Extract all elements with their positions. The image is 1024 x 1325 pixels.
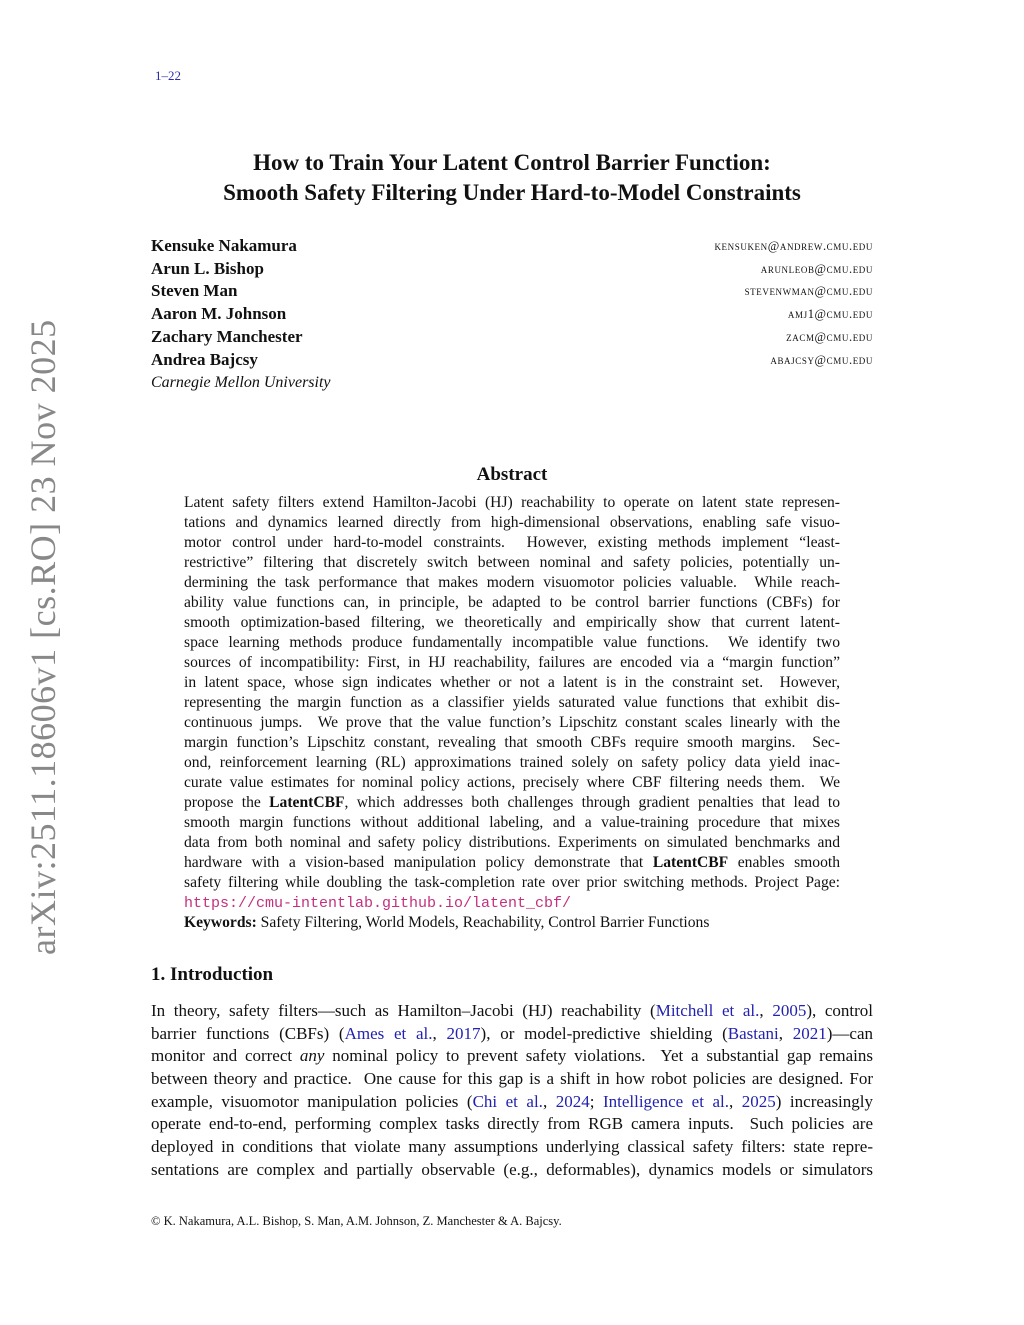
text-segment: ond, reinforcement learning (RL) approximations trained solely on safety policy data yield inac- — [184, 754, 840, 771]
text-line — [184, 893, 840, 913]
text-segment: , — [778, 1023, 793, 1043]
author-name: Kensuke Nakamura — [151, 236, 297, 255]
paper-title — [0, 148, 1024, 208]
author-email: zacm@cmu.edu — [786, 330, 873, 344]
text-segment: sources of incompatibility: First, in HJ reachability, failures are encoded via a “margin function” — [184, 654, 840, 671]
bold-text: LatentCBF — [652, 854, 729, 871]
text-segment: In theory, safety filters—such as Hamilton–Jacobi (HJ) reachability ( — [151, 1001, 656, 1020]
bold-text: Keywords: — [184, 914, 257, 931]
text-line — [184, 733, 840, 753]
text-line — [151, 1000, 873, 1023]
text-segment: , — [542, 1091, 556, 1111]
text-line — [184, 633, 840, 653]
author-email: kensuken@andrew.cmu.edu — [714, 239, 873, 253]
text-line — [184, 793, 840, 813]
citation-link[interactable]: Bastani — [727, 1023, 779, 1043]
text-line — [184, 753, 840, 773]
text-segment: data from both nominal and safety policy distributions. Experiments on simulated benchmarks and — [184, 834, 840, 851]
text-segment: between theory and practice. One cause for this gap is a shift in how robot policies are designed. For — [151, 1069, 873, 1089]
text-segment: any — [299, 1046, 325, 1066]
text-line — [151, 1091, 873, 1114]
text-segment: hardware with a vision-based manipulation policy demonstrate that — [184, 854, 653, 871]
text-line — [184, 613, 840, 633]
text-line — [184, 833, 840, 853]
text-segment: representing the margin function as a classifier yields saturated value functions that exhibit dis- — [184, 694, 840, 711]
citation-link[interactable]: 2025 — [741, 1091, 776, 1111]
text-segment: , — [432, 1023, 447, 1043]
text-segment: dermining the task performance that makes modern visuomotor policies valuable. While reach- — [184, 574, 840, 591]
text-segment: ; — [589, 1091, 603, 1111]
title-line-2: Smooth Safety Filtering Under Hard-to-Model Constraints — [223, 180, 801, 205]
citation-link[interactable]: 2024 — [555, 1091, 590, 1111]
author-email: stevenwman@cmu.edu — [744, 284, 873, 298]
text-segment: Latent safety filters extend Hamilton-Jacobi (HJ) reachability to operate on latent state represen- — [184, 494, 840, 511]
title-line-1: How to Train Your Latent Control Barrier Function: — [253, 150, 771, 175]
text-segment: ), control — [806, 1001, 874, 1020]
text-segment: nominal policy to prevent safety violations. Yet a substantial gap remains — [324, 1046, 874, 1066]
copyright-footer: © K. Nakamura, A.L. Bishop, S. Man, A.M. Johnson, Z. Manchester & A. Bajcsy. — [151, 1214, 562, 1228]
author-name: Steven Man — [151, 281, 238, 300]
citation-link[interactable]: Mitchell et al. — [655, 1001, 760, 1020]
affiliation: Carnegie Mellon University — [151, 374, 331, 391]
text-line — [184, 693, 840, 713]
citation-link[interactable]: Chi et al. — [472, 1091, 543, 1111]
text-segment: sentations are complex and partially observable (e.g., deformables), dynamics models or simulators — [151, 1159, 873, 1179]
text-line — [151, 1136, 873, 1159]
abstract-body — [184, 493, 840, 933]
text-line — [184, 493, 840, 513]
text-line — [184, 533, 840, 553]
text-line — [184, 593, 840, 613]
text-line — [184, 573, 840, 593]
citation-link[interactable]: Intelligence et al. — [602, 1091, 729, 1111]
author-name: Andrea Bajcsy — [151, 350, 258, 369]
text-line — [184, 713, 840, 733]
text-segment: Safety Filtering, World Models, Reachability, Control Barrier Functions — [256, 914, 710, 931]
text-segment: motor control under hard-to-model constraints. However, existing methods implement “least- — [184, 534, 840, 551]
text-segment: example, visuomotor manipulation policies ( — [151, 1091, 473, 1111]
text-line — [151, 1113, 873, 1136]
text-line — [184, 673, 840, 693]
text-line — [184, 653, 840, 673]
author-name: Zachary Manchester — [151, 327, 303, 346]
text-segment: deployed in conditions that violate many assumptions underlying classical safety filters: state repre- — [151, 1137, 873, 1157]
text-segment: restrictive” filtering that discretely switch between nominal and safety policies, potentially un- — [184, 554, 840, 571]
text-segment: smooth optimization-based filtering, we theoretically and empirically show that current latent- — [184, 614, 840, 631]
author-email: amj1@cmu.edu — [787, 307, 873, 321]
text-segment: safety filtering while doubling the task-completion rate over prior switching methods. Project Page: — [184, 874, 840, 891]
text-segment: monitor and correct — [151, 1046, 300, 1066]
text-segment: barrier functions (CBFs) ( — [151, 1023, 345, 1043]
text-line — [151, 1045, 873, 1068]
text-line — [151, 1023, 873, 1046]
text-line — [184, 773, 840, 793]
arxiv-stamp: arXiv:2511.18606v1 [cs.RO] 23 Nov 2025 — [23, 319, 63, 955]
text-segment: , — [728, 1091, 742, 1111]
text-segment: ), or model-predictive shielding ( — [480, 1023, 728, 1043]
page-range: 1–22 — [155, 68, 181, 83]
text-segment: continuous jumps. We prove that the value function’s Lipschitz constant scales linearly with the — [184, 714, 840, 731]
text-line — [184, 553, 840, 573]
project-page-link[interactable]: https://cmu-intentlab.github.io/latent_cbf/ — [184, 895, 572, 912]
text-line — [184, 913, 840, 933]
author-email: abajcsy@cmu.edu — [770, 353, 873, 367]
text-line — [184, 513, 840, 533]
abstract-heading: Abstract — [476, 464, 548, 485]
text-segment: )—can — [826, 1023, 874, 1043]
section-heading-introduction: 1. Introduction — [151, 964, 274, 985]
text-segment: space learning methods produce fundamentally incompatible value functions. We identify two — [184, 634, 840, 651]
text-segment: ) increasingly — [775, 1091, 874, 1111]
text-line — [151, 1068, 873, 1091]
introduction-body — [151, 1000, 873, 1182]
citation-link[interactable]: Ames et al. — [344, 1023, 433, 1043]
text-segment: operate end-to-end, performing complex tasks directly from RGB camera inputs. Such policies are — [151, 1114, 873, 1134]
text-segment: smooth margin functions without additional labeling, and a value-training procedure that mixes — [184, 814, 840, 831]
author-email: arunleob@cmu.edu — [760, 262, 873, 276]
text-segment: in latent space, whose sign indicates whether or not a latent is in the constraint set. However, — [184, 674, 840, 691]
text-segment: curate value estimates for nominal policy actions, precisely where CBF filtering needs them. We — [184, 774, 840, 791]
text-segment: propose the — [184, 794, 270, 811]
citation-link[interactable]: 2005 — [772, 1001, 807, 1020]
text-line — [184, 813, 840, 833]
text-segment: enables smooth — [728, 854, 841, 871]
citation-link[interactable]: 2021 — [792, 1023, 827, 1043]
citation-link[interactable]: 2017 — [446, 1023, 481, 1043]
text-line — [184, 853, 840, 873]
text-segment: , — [759, 1001, 773, 1020]
author-name: Arun L. Bishop — [151, 259, 264, 278]
bold-text: LatentCBF — [269, 794, 345, 811]
author-name: Aaron M. Johnson — [151, 304, 287, 323]
text-line — [151, 1159, 873, 1182]
text-segment: margin function’s Lipschitz constant, revealing that smooth CBFs require smooth margins. Sec- — [184, 734, 840, 751]
text-line — [184, 873, 840, 893]
text-segment: tations and dynamics learned directly from high-dimensional observations, enabling safe visuo- — [184, 514, 840, 531]
text-segment: , which addresses both challenges through gradient penalties that lead to — [344, 794, 840, 811]
text-segment: ability value functions can, in principle, be adapted to be control barrier functions (CBFs) for — [184, 594, 840, 611]
